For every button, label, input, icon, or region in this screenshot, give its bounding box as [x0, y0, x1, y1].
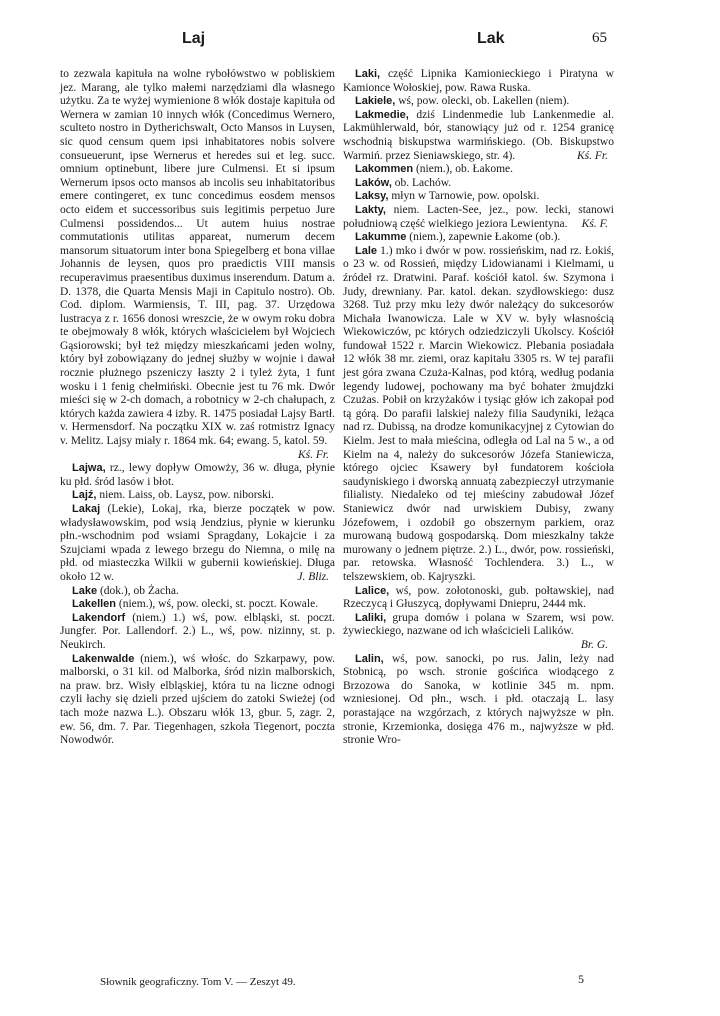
dictionary-entry — [60, 503, 335, 585]
dictionary-entry — [343, 653, 614, 748]
dictionary-entry — [343, 190, 614, 204]
dictionary-entry — [60, 612, 335, 653]
entry-text: ob. Lachów. — [391, 176, 452, 189]
dictionary-entry — [60, 585, 335, 599]
entry-headword: Lalice, — [355, 584, 390, 597]
entry-author-signature: Kś. Fr. — [298, 448, 329, 461]
dictionary-entry — [60, 68, 335, 462]
entry-headword: Lakommen — [355, 163, 414, 176]
entry-headword: Lake — [72, 584, 98, 597]
entry-author-signature: Kś. F. — [581, 217, 608, 230]
entry-headword: Lakmedie, — [355, 108, 409, 121]
entry-text: (niem.) 1.) wś, pow. elbląski, st. poczt. Jungfer. Por. Lallendorf. 2.) L., wś, pow. nizinny, st. p. Neukirch. — [60, 611, 335, 651]
left-column — [60, 68, 335, 748]
entry-text: część Lipnika Kamionieckiego i Piratyna w Kamionce Wołoskiej, pow. Rawa Ruska. — [343, 68, 614, 94]
dictionary-entry — [343, 68, 614, 95]
dictionary-entry — [343, 163, 614, 177]
dictionary-entry — [343, 245, 614, 585]
entry-text: niem. Lacten-See, jez., pow. lecki, stanowi południową część wielkiego jeziora Lewientyna. — [343, 203, 614, 230]
dictionary-entry — [343, 95, 614, 109]
entry-text: (niem.), ob. Łakome. — [413, 163, 514, 176]
entry-text: 1.) mko i dwór w pow. rossieńskim, nad rz. Łokiś, o 23 w. od Rossień, między Lidowianami i Kielmami, u źródeł rz. Dratwini. Paraf. kościół katol. św. Szymona i Judy, drewniany. Par. katol. dekan. szydłowskiego: dusz 3268. Tuż przy mku leży dwór należący do sukcesorów Michała Iwanowicza. Lale w XV w. były własnością Wiekowiczów, pc których odziedziczyli Ukolscy. Kościół fundował 1522 r. Marcin Wiekowicz. Plebania posiadała 12 włók 38 mr. ziemi, oraz kapitału 3305 rs. W tej parafii jest góra zwana Czuża-Kalnas, pod którą, według podania legendy ludowej, pochowany ma być bohater żmujdzki Czużas. Pobił on krzyżaków i tysiąc głów ich zakopał pod tą górą. Do parafii lalskiej należy filia Saudyniki, leżąca nad rz. Dubissą, na drodze komunikacyjnej z Cytowian do Kielm. Jest to mała mieścina, odległa od Lal na 5 w., a od Kielm na 4, należy do sukcesorów Józefa Staniewicza, którego ojciec Ksawery był fundatorem kościoła saudyniskiego i dworską annuatą zabezpieczył utrzymanie filialisty. Niedaleko od tej mieściny zabudował Józef Staniewicz dwór nad urwiskiem Dubisy, zwany Józefowem, i ozdobił go obszernym parkiem, oraz murowaną budową gospodarską. Dom mieszkalny także murowany o jednem piętrze. 2.) L., dwór, pow. rossieński, par. retowska. Własność Tochlendera. 3.) L., w telszewskiem, ob. Kajryszki. — [343, 244, 614, 583]
footer-signature-mark: 5 — [578, 972, 584, 986]
entry-text: to zezwala kapituła na wolne rybołówstwo w pobliskiem jez. Marang, ale tylko małemi narzędziami dla własnego użytku. Za te wyżej wymienione 8 włók dostaje kapituła od Wernera w zamian 10 innych włók (Concedimus Wernero, sculteto nostro in Dytherichswalt, Octo Mansos in Luysen, sic quod censum quem ipsi inhabitatores nobis solvere consueuerunt, ipse Wernerus et heredes sui et leg. succ. omnium optinebunt, libere jure Culmensi. Et si ipsum Wernerum ipsos octo mansos ab incolis seu inhabitatoribus emere contingeret, ex tunc concedimus eosdem mensos octo eidem et successoribus suis legitimis perpetuo Jure Culmensi possidendos... Ut autem huius nostrae commutationis utilitas appareat, numerum decem mansorum situatorum inter bona Spiegelberg et bona villae Johannis de leysen, quos pro praedictis VIII mansis recuperavimus praesentibus duximus inserendum. Datum a. D. 1378, die Quarta Mensis Maji in Capitulo nostro). Ob. Cod. diplom. Warmiensis, T. III, pag. 37. Urzędowa lustracya z r. 1656 donosi wreszcie, że w owym roku dobra te obejmowały 8 włók, których właścicielem był Wojciech Gąsiorowski; był też między mieszkańcami jeden wolny, który był zobowiązany do jednej służby w wojnie i dawał rocznie płużnego pszeniczy łaszty 2 i tyleż żyta, 1 funt wosku i 1 fenig chełmiński. Obecnie jest tu 76 mk. Dwór mieści się w 2-ch domach, a robotnicy w 2-ch chałupach, z których każda zawiera 4 izby. R. 1475 posiadał Lajsy Bartł. v. Hermensdorf. Na początku XIX w. zaś rotmistrz Ignacy v. Melitz. Lajsy miały r. 1864 mk. 64; ewang. 5, katol. 59. — [60, 68, 335, 448]
dictionary-entry — [60, 653, 335, 748]
footer-source: Słownik geograficzny. Tom V. — Zeszyt 49. — [100, 976, 296, 988]
running-header — [0, 30, 720, 52]
dictionary-entry — [343, 612, 614, 653]
header-left-word: Laj — [182, 30, 206, 47]
entry-text: (niem.), wś włośc. do Szkarpawy, pow. malborski, o 31 kil. od Malborka, śród nizin malborskich, na praw. brz. Wisły elbląskiej, która tu na liczne odnogi czyli łachy się dzieli przed ujściem do zatoki Swieżej (od tach może nazwa L.). Obszaru włók 13, gbur. 5, zagr. 2, ew. 56, dm. 7. Par. Tiegenhagen, szkoła Tiegenort, poczta Nowodwór. — [60, 652, 335, 747]
entry-headword: Lakumme — [355, 231, 407, 244]
entry-headword: Laki, — [355, 68, 381, 80]
entry-text: młyn w Tarnowie, pow. opolski. — [388, 190, 540, 203]
entry-headword: Lajwa, — [72, 462, 106, 475]
dictionary-entry — [60, 489, 335, 503]
entry-headword: Lakenwalde — [72, 652, 135, 665]
entry-text: grupa domów i polana w Szarem, wsi pow. żywieckiego, nazwane od ich właścicieli Lalików. — [343, 611, 614, 638]
entry-headword: Lakaj — [72, 503, 101, 515]
dictionary-entry — [343, 585, 614, 612]
dictionary-entry — [343, 177, 614, 191]
dictionary-entry — [60, 462, 335, 489]
entry-text: (Lekie), Lokaj, rka, bierze początek w pow. władysławowskim, pod wsią Jendzius, płynie w kierunku płn.-wschodnim pod wsiami Spragdany, Lokajcie i za Szujciami wpada z lewego brzegu do Niemna, o milę na płd. od miasteczka Wilkii w gubernii kowieńskiej. Długa około 12 w. — [60, 503, 335, 583]
entry-text: wś, pow. sanocki, po rus. Jalin, leży nad Stobnicą, po wsch. stronie gościńca wiodącego z Brzozowa do Sanoka, w kotlinie 345 m. npm. wzniesionej. Od płn., wsch. i płd. otaczają L. lasy porastające na wzgórzach, z których najwyższe w płn. stronie, Krzemionka, dosięga 476 m., najwyższe w płd. stronie Wro- — [343, 652, 614, 747]
entry-headword: Laków, — [355, 176, 392, 189]
dictionary-entry — [343, 231, 614, 245]
entry-headword: Lajź, — [72, 489, 97, 502]
entry-headword: Laliki, — [355, 611, 387, 624]
entry-text: wś, pow. zołotonoski, gub. połtawskiej, nad Rzeczycą i Głuszycą, dopływami Dniepru, 2444 mk. — [343, 584, 614, 611]
dictionary-entry — [343, 109, 614, 163]
entry-headword: Lakiele, — [355, 95, 396, 108]
entry-text: rz., lewy dopływ Omowży, 36 w. długa, płynie ku płd. śród lasów i błot. — [60, 462, 335, 488]
entry-text: (niem.), wś, pow. olecki, st. poczt. Kowale. — [116, 598, 319, 611]
dictionary-entry — [60, 598, 335, 612]
entry-author-signature: Br. G. — [580, 638, 608, 651]
right-column — [343, 68, 614, 748]
entry-headword: Lakellen — [72, 598, 117, 611]
entry-text: dziś Lindenmedie lub Lankenmedie al. Lakmühlerwald, bór, stanowiący już od r. 1254 granicę wschodnią biskupstwa warmińskiego. (Ob. Biskupstwo Warmiń. przez Sieniawskiego, str. 4). — [343, 108, 614, 162]
header-right-word: Lak — [477, 30, 505, 47]
entry-text: (dok.), ob Żacha. — [97, 584, 179, 597]
entry-text: niem. Laiss, ob. Laysz, pow. niborski. — [96, 489, 274, 502]
entry-text: (niem.), zapewnie Łakome (ob.). — [406, 231, 561, 244]
entry-author-signature: Kś. Fr. — [577, 149, 608, 162]
entry-author-signature: J. Bliz. — [297, 570, 329, 583]
dictionary-entry — [343, 204, 614, 231]
entry-headword: Lakendorf — [72, 611, 126, 624]
page-number: 65 — [592, 30, 607, 46]
entry-headword: Lale — [355, 244, 378, 257]
entry-headword: Lalin, — [355, 652, 384, 665]
entry-text: wś, pow. olecki, ob. Lakellen (niem). — [395, 95, 570, 108]
entry-headword: Laksy, — [355, 190, 389, 203]
entry-headword: Lakty, — [355, 203, 386, 216]
